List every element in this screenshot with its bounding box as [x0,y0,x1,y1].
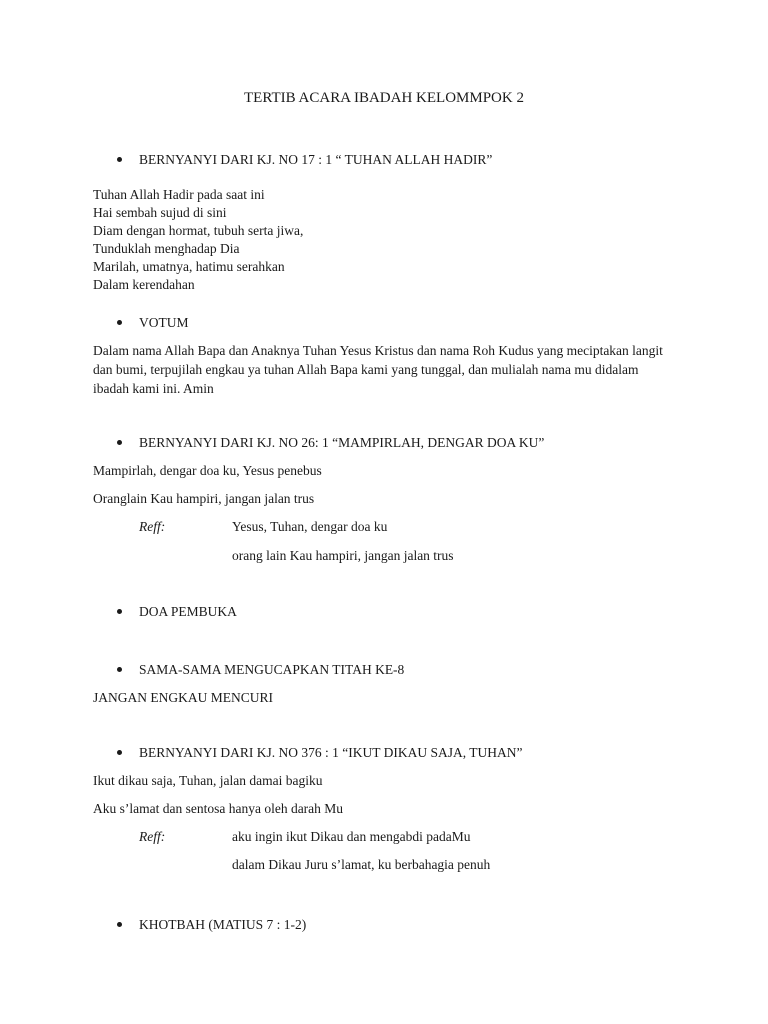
lyric-line: Aku s’lamat dan sentosa hanya oleh darah Mu [93,801,344,816]
lyric-line: Diam dengan hormat, tubuh serta jiwa, [93,223,304,238]
lyric-line: Mampirlah, dengar doa ku, Yesus penebus [93,463,322,478]
section-heading: KHOTBAH (MATIUS 7 : 1-2) [139,917,307,932]
bullet-icon [117,667,122,672]
bullet-icon [117,157,122,162]
lyric-line: Tunduklah menghadap Dia [93,241,240,256]
votum-paragraph: Dalam nama Allah Bapa dan Anaknya Tuhan Yesus Kristus dan nama Roh Kudus yang meciptakan langit dan bumi, terpujilah engkau ya tuhan Allah Bapa kami yang tunggal, dan mulialah nama mu didalam ibadah kami ini. Amin [93,343,663,396]
section-heading: BERNYANYI DARI KJ. NO 376 : 1 “IKUT DIKAU SAJA, TUHAN” [139,745,523,760]
lyric-line: Marilah, umatnya, hatimu serahkan [93,259,285,274]
bullet-icon [117,609,122,614]
lyric-line: Tuhan Allah Hadir pada saat ini [93,187,265,202]
bullet-icon [117,320,122,325]
reff-line: aku ingin ikut Dikau dan mengabdi padaMu [232,829,471,844]
bullet-icon [117,750,122,755]
bullet-icon [117,922,122,927]
lyric-line: Hai sembah sujud di sini [93,205,227,220]
section-heading: SAMA-SAMA MENGUCAPKAN TITAH KE-8 [139,662,405,677]
lyric-line: Dalam kerendahan [93,277,195,292]
section-heading: BERNYANYI DARI KJ. NO 17 : 1 “ TUHAN ALLAH HADIR” [139,152,493,167]
section-heading: BERNYANYI DARI KJ. NO 26: 1 “MAMPIRLAH, DENGAR DOA KU” [139,435,545,450]
reff-line: Yesus, Tuhan, dengar doa ku [232,519,388,534]
reff-label: Reff: [139,519,166,534]
lyric-line: Oranglain Kau hampiri, jangan jalan trus [93,491,315,506]
section-heading: DOA PEMBUKA [139,604,237,619]
reff-line: orang lain Kau hampiri, jangan jalan trus [232,548,454,563]
document-title: TERTIB ACARA IBADAH KELOMMPOK 2 [244,90,524,106]
commandment-line: JANGAN ENGKAU MENCURI [93,690,273,705]
reff-label: Reff: [139,829,166,844]
bullet-icon [117,440,122,445]
lyric-line: Ikut dikau saja, Tuhan, jalan damai bagiku [93,773,323,788]
section-heading: VOTUM [139,315,189,330]
reff-line: dalam Dikau Juru s’lamat, ku berbahagia penuh [232,857,491,872]
